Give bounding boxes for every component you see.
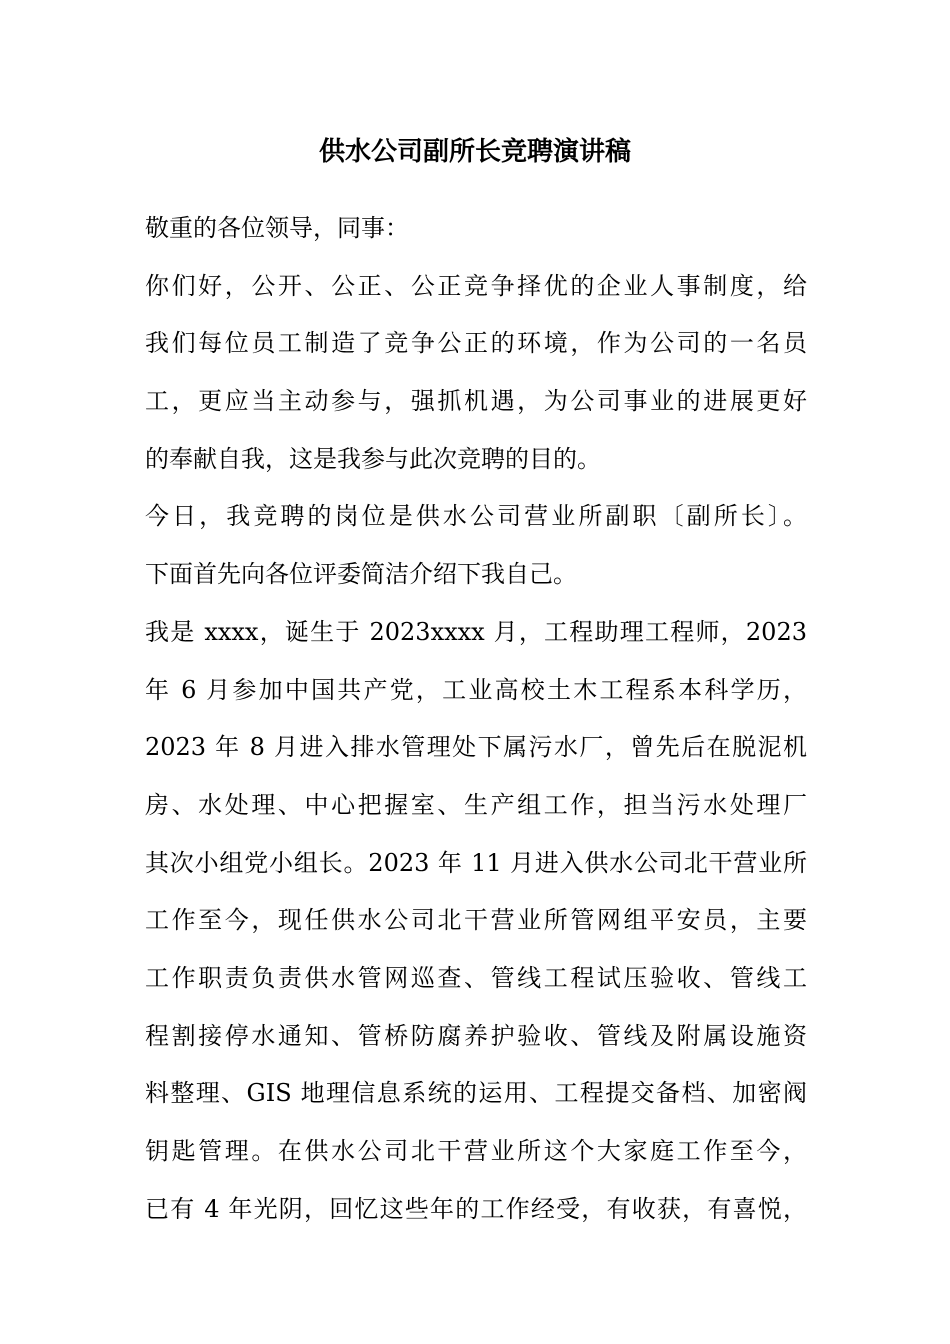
paragraph-line: 其次小组党小组长。2023 年 11 月进入供水公司北干营业所 — [145, 848, 807, 877]
paragraph-line: 料整理、GIS 地理信息系统的运用、工程提交备档、加密阀 — [145, 1079, 807, 1108]
document-body — [145, 200, 807, 1238]
paragraph-line: 房、水处理、中心把握室、生产组工作，担当污水处理厂 — [145, 790, 807, 819]
paragraph-line: 2023 年 8 月进入排水管理处下属污水厂，曾先后在脱泥机 — [145, 733, 807, 762]
paragraph-line: 已有 4 年光阴，回忆这些年的工作经受，有收获，有喜悦， — [145, 1194, 807, 1223]
paragraph-line: 程割接停水通知、管桥防腐养护验收、管线及附属设施资 — [145, 1021, 807, 1050]
paragraph-line: 今日，我竞聘的岗位是供水公司营业所副职〔副所长〕。 — [145, 502, 807, 531]
paragraph-line: 下面首先向各位评委简洁介绍下我自己。 — [145, 560, 577, 589]
paragraph-line: 工作职责负责供水管网巡查、管线工程试压验收、管线工 — [145, 963, 807, 992]
salutation-line: 敬重的各位领导，同事： — [145, 214, 409, 242]
document-title: 供水公司副所长竞聘演讲稿 — [318, 137, 631, 167]
paragraph-line: 我们每位员工制造了竞争公正的环境，作为公司的一名员 — [145, 329, 807, 358]
paragraph-line: 工，更应当主动参与，强抓机遇，为公司事业的进展更好 — [145, 387, 807, 416]
paragraph-line: 你们好，公开、公正、公正竞争择优的企业人事制度，给 — [145, 271, 807, 300]
paragraph-line: 我是 xxxx，诞生于 2023xxxx 月，工程助理工程师，2023 — [145, 617, 807, 646]
paragraph-line: 钥匙管理。在供水公司北干营业所这个大家庭工作至今， — [145, 1137, 807, 1165]
paragraph-line: 工作至今，现任供水公司北干营业所管网组平安员，主要 — [145, 906, 807, 935]
paragraph-line: 年 6 月参加中国共产党，工业高校土木工程系本科学历， — [145, 675, 807, 704]
paragraph-line: 的奉献自我，这是我参与此次竞聘的目的。 — [145, 444, 601, 473]
